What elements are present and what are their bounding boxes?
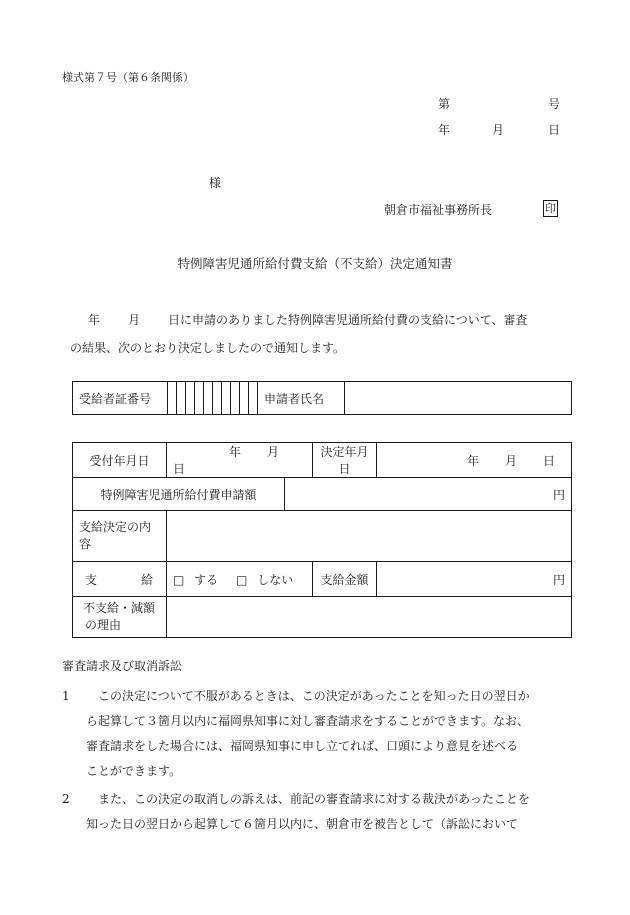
payment-no-checkbox[interactable]: □	[236, 572, 248, 587]
decision-date-field[interactable]	[377, 443, 572, 478]
intro-line2: の結果、次のとおり決定しましたので通知します。	[70, 341, 346, 355]
payment-amount-yen: 円	[552, 572, 565, 587]
addressee-honorific: 様	[209, 176, 222, 190]
receipt-date-label: 受付年月日	[73, 443, 167, 478]
review-item-2-number: 2	[62, 792, 70, 806]
receipt-date-year: 年	[229, 445, 242, 459]
payment-no-label: しない	[257, 572, 294, 587]
reason-label-1: 不支給・減額	[83, 601, 156, 615]
review-item-1-line-1: この決定について不服があるときは、この決定があったことを知った日の翌日か	[98, 689, 530, 703]
payment-options	[167, 562, 313, 597]
review-item-1-line-2: ら起算して３箇月以内に福岡県知事に対し審査請求をすることができます。なお、	[86, 714, 530, 728]
decision-date-month: 月	[505, 453, 518, 468]
recipient-number-digit-2[interactable]	[177, 382, 186, 415]
applicant-name-field[interactable]	[345, 382, 572, 415]
decision-date-label: 決定年月日	[313, 443, 377, 478]
payment-label-2: 給	[141, 572, 154, 587]
claim-amount-field[interactable]	[285, 478, 572, 511]
recipient-number-digit-10[interactable]	[249, 382, 258, 415]
reason-label-2: の理由	[85, 618, 122, 632]
review-item-2-line-1: また、この決定の取消しの訴えは、前記の審査請求に対する裁決があったことを	[98, 792, 530, 806]
receipt-date-day: 日	[173, 462, 186, 476]
reason-label	[73, 597, 167, 638]
intro-month: 月	[128, 313, 141, 327]
recipient-number-digit-7[interactable]	[222, 382, 231, 415]
payment-amount-label: 支給金額	[313, 562, 377, 597]
receipt-date-field[interactable]	[167, 443, 313, 478]
review-heading: 審査請求及び取消訴訟	[62, 659, 183, 673]
decision-content-field[interactable]	[167, 511, 572, 562]
issue-date-day: 日	[548, 123, 561, 137]
review-item-1-line-3: 審査請求をした場合には、福岡県知事に申し立てれば、口頭により意見を述べる	[86, 739, 519, 753]
recipient-table	[72, 381, 572, 415]
issue-date-year: 年	[438, 123, 451, 137]
recipient-number-digit-1[interactable]	[168, 382, 177, 415]
recipient-number-digit-3[interactable]	[186, 382, 195, 415]
reason-field[interactable]	[167, 597, 572, 638]
decision-date-year: 年	[467, 453, 480, 468]
review-item-1	[62, 684, 582, 784]
payment-yes-checkbox[interactable]: □	[173, 572, 185, 587]
recipient-number-digit-6[interactable]	[213, 382, 222, 415]
recipient-number-digit-8[interactable]	[231, 382, 240, 415]
payment-yes-label: する	[194, 572, 219, 587]
decision-content-label: 支給決定の内容	[73, 511, 167, 562]
payment-label	[73, 562, 167, 597]
document-title: 特例障害児通所給付費支給（不支給）決定通知書	[177, 256, 453, 271]
decision-table	[72, 442, 572, 638]
payment-label-1: 支	[85, 572, 98, 587]
claim-amount-yen: 円	[552, 487, 565, 502]
recipient-number-digit-5[interactable]	[204, 382, 213, 415]
review-item-2	[62, 787, 582, 837]
form-number: 様式第７号（第６条関係）	[62, 71, 194, 84]
claim-amount-label: 特例障害児通所給付費申請額	[73, 478, 285, 511]
issuer-name: 朝倉市福祉事務所長	[384, 203, 493, 217]
document-number-suffix: 号	[548, 97, 561, 111]
review-item-1-number: 1	[62, 689, 70, 703]
receipt-date-month: 月	[267, 445, 280, 459]
decision-date-day: 日	[543, 453, 556, 468]
review-item-1-line-4: ことができます。	[86, 764, 182, 778]
recipient-number-digit-9[interactable]	[240, 382, 249, 415]
review-item-2-line-2: 知った日の翌日から起算して６箇月以内に、朝倉市を被告として（訴訟において	[86, 817, 519, 831]
recipient-number-digit-4[interactable]	[195, 382, 204, 415]
intro-year: 年	[88, 313, 101, 327]
intro-line1: 日に申請のありました特例障害児通所給付費の支給について、審査	[168, 313, 528, 327]
recipient-number-label: 受給者証番号	[73, 382, 168, 415]
seal-stamp: 印	[545, 202, 556, 215]
payment-amount-field[interactable]	[377, 562, 572, 597]
applicant-name-label: 申請者氏名	[258, 382, 345, 415]
intro-paragraph	[70, 306, 582, 362]
issue-date-month: 月	[492, 123, 505, 137]
document-number-prefix: 第	[438, 97, 451, 111]
